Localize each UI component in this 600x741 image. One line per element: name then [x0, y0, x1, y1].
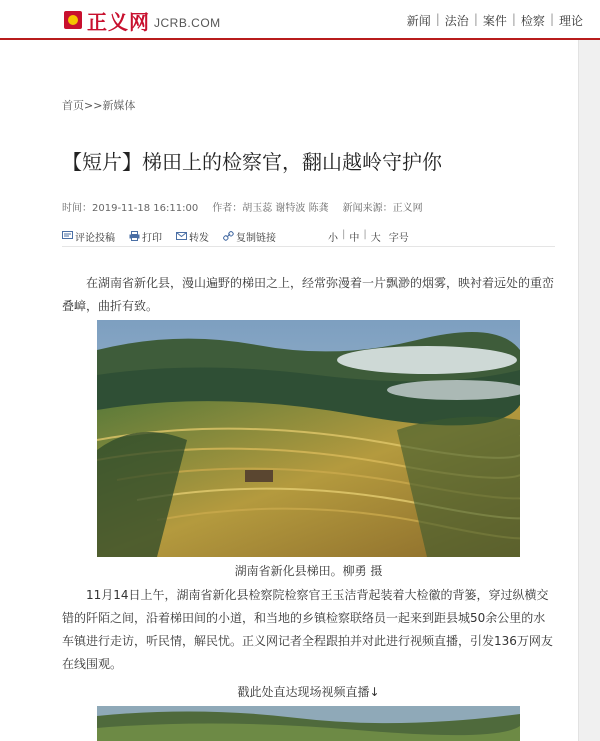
- nav-item-cases[interactable]: 案件: [482, 14, 507, 28]
- forward-button[interactable]: [176, 229, 209, 244]
- live-video-thumbnail[interactable]: [97, 706, 520, 741]
- logo-text-en: JCRB.COM: [154, 15, 221, 30]
- font-size-divider: |: [342, 228, 346, 240]
- photo-caption: 湖南省新化县梯田。柳勇 摄: [234, 564, 383, 578]
- print-icon: [129, 231, 140, 241]
- copy-link-button[interactable]: [223, 229, 276, 244]
- forward-label: 转发: [189, 232, 209, 244]
- font-size-controls: [324, 229, 413, 244]
- copy-link-label: 复制链接: [236, 232, 276, 244]
- article-title: 【短片】梯田上的检察官，翻山越岭守护你: [62, 150, 442, 174]
- logo-emblem-icon: [64, 10, 84, 30]
- site-logo[interactable]: [64, 8, 221, 32]
- font-size-label: 字号: [388, 232, 409, 244]
- comment-button[interactable]: [62, 229, 115, 244]
- article-authors: 作者：胡玉蕊 谢特波 陈龚: [212, 203, 329, 214]
- article-paragraph-1: 在湖南省新化县，漫山遍野的梯田之上，经常弥漫着一片飘渺的烟雾，映衬着远处的重峦叠嶂，曲折有致。: [62, 276, 555, 313]
- logo-text-cn: 正义网: [87, 9, 150, 34]
- link-icon: [223, 231, 234, 241]
- news-source: 新闻来源：正义网: [342, 203, 423, 214]
- print-button[interactable]: [129, 229, 162, 244]
- comment-icon: [62, 231, 73, 241]
- scrollbar[interactable]: [578, 0, 600, 741]
- font-size-large[interactable]: 大: [370, 232, 381, 244]
- font-size-small[interactable]: 小: [328, 232, 338, 244]
- breadcrumb-separator: >>: [84, 99, 103, 112]
- nav-item-theory[interactable]: 理论: [558, 14, 583, 28]
- font-size-medium[interactable]: 中: [349, 232, 360, 244]
- nav-divider: |: [473, 12, 478, 26]
- nav-item-procuratorate[interactable]: 检察: [520, 14, 545, 28]
- comment-label: 评论投稿: [75, 232, 115, 244]
- mail-icon: [176, 231, 187, 241]
- nav-item-news[interactable]: 新闻: [406, 14, 431, 28]
- article-meta: [62, 199, 437, 214]
- live-video-link[interactable]: 戳此处直达现场视频直播↓: [237, 685, 380, 699]
- nav-item-law[interactable]: 法治: [444, 14, 469, 28]
- nav-divider: |: [435, 12, 440, 26]
- publish-time: 时间：2019-11-18 16:11:00: [62, 203, 199, 214]
- breadcrumb-home[interactable]: 首页: [62, 99, 84, 112]
- print-label: 打印: [142, 232, 162, 244]
- site-header: [0, 0, 600, 40]
- breadcrumb: [62, 97, 135, 113]
- article-photo-rice-terraces: [97, 320, 520, 557]
- article-paragraph-2: 11月14日上午，湖南省新化县检察院检察官王玉洁背起装着大检徽的背篓，穿过纵横交错的阡陌之间，沿着梯田间的小道，和当地的乡镇检察联络员一起来到距县城50余公里的水车镇进行走访，听民情，解民忧。正义网记者全程跟拍并对此进行视频直播，引发136万网友在线围观。: [62, 588, 553, 671]
- font-size-divider: |: [363, 228, 367, 240]
- nav-divider: |: [511, 12, 516, 26]
- nav-divider: |: [549, 12, 554, 26]
- breadcrumb-section[interactable]: 新媒体: [102, 99, 136, 112]
- top-nav: [402, 12, 588, 29]
- article-toolbar: [62, 226, 555, 247]
